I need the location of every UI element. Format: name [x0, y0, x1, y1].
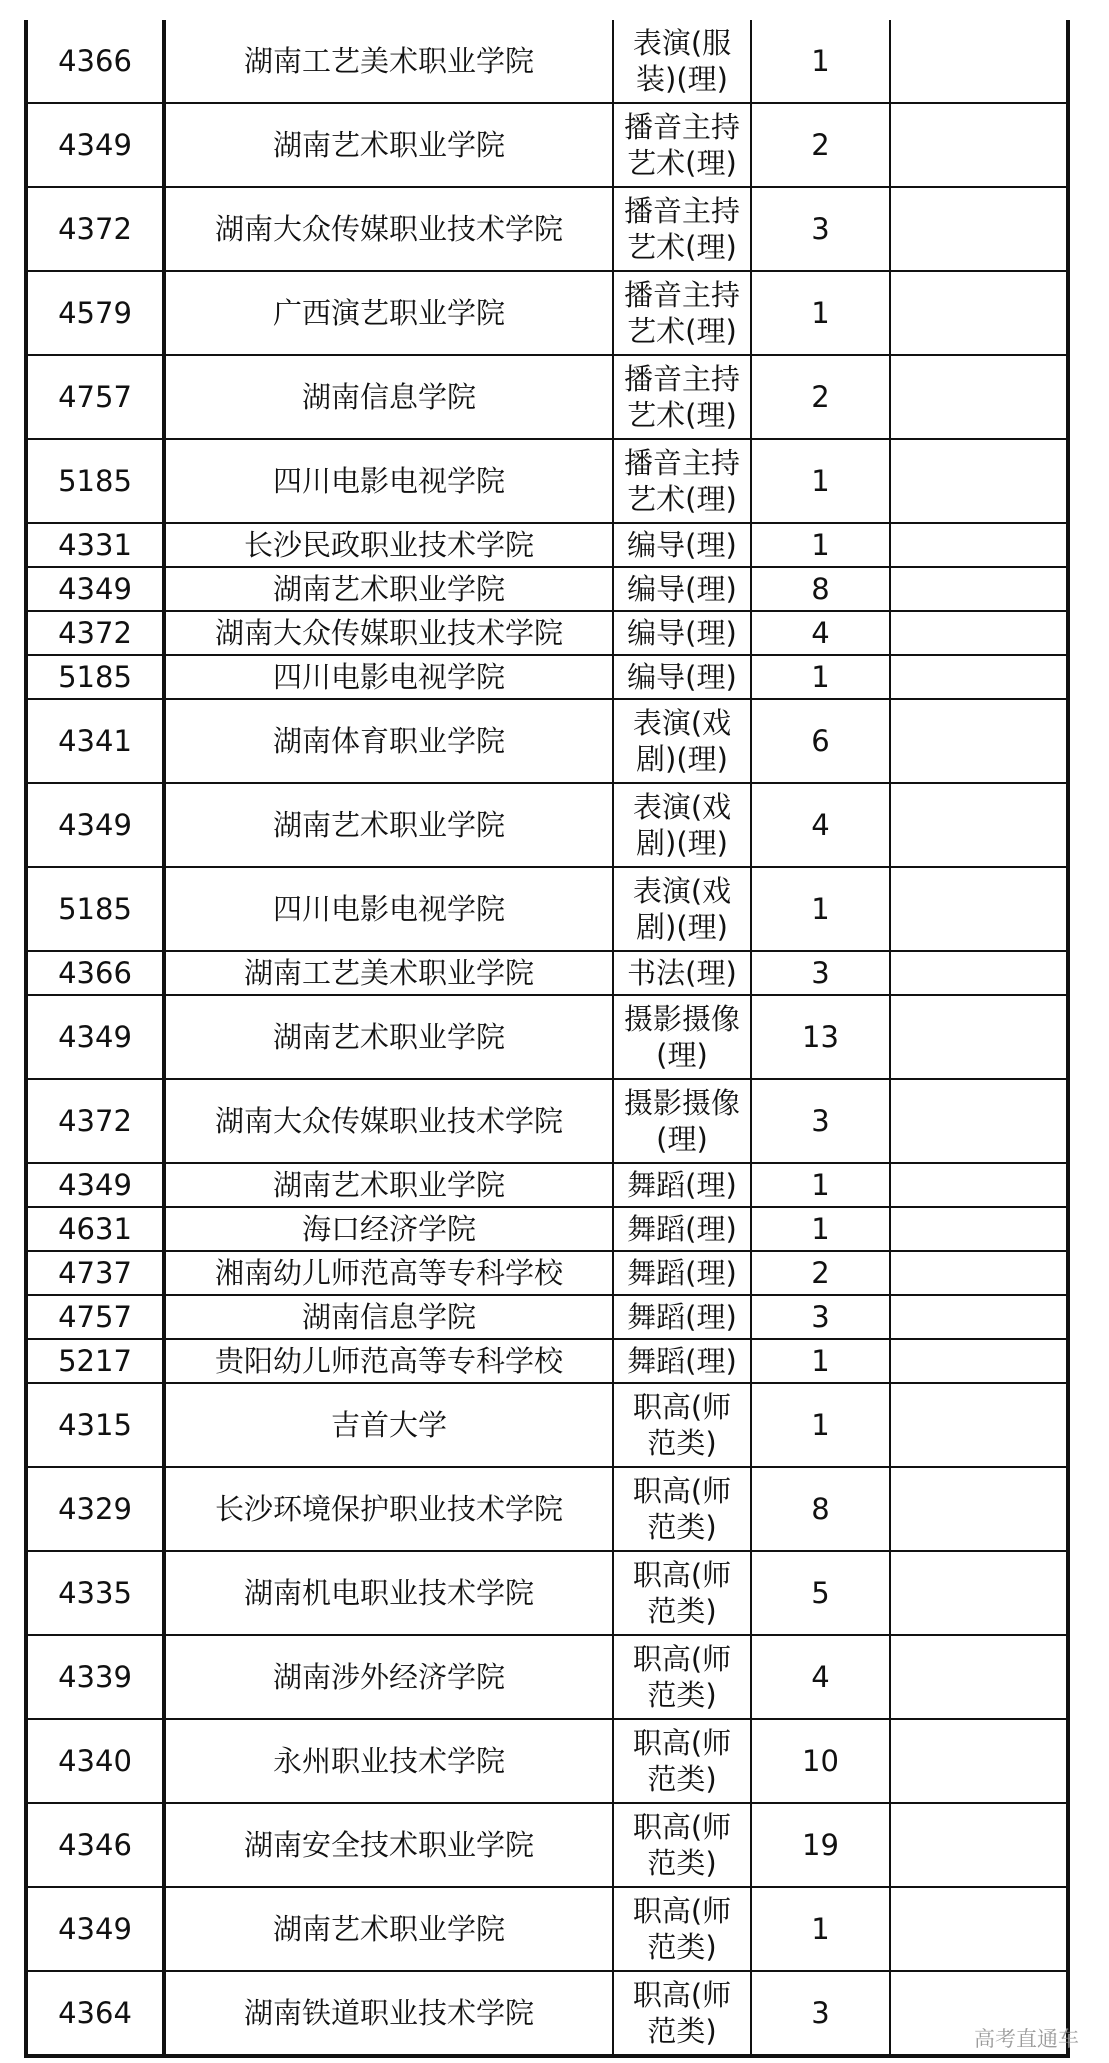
school-name-cell: 湖南铁道职业技术学院: [164, 1971, 613, 2056]
school-name-cell: 湖南安全技术职业学院: [164, 1803, 613, 1887]
school-name-cell: 广西演艺职业学院: [164, 271, 613, 355]
school-name-cell: 湘南幼儿师范高等专科学校: [164, 1251, 613, 1295]
school-code-cell: 4757: [26, 1295, 164, 1339]
remark-cell: [890, 1251, 1068, 1295]
major-cell: 播音主持 艺术(理): [613, 187, 751, 271]
table-row: [26, 611, 1068, 655]
school-code-cell: 4315: [26, 1383, 164, 1467]
school-code-cell: 4349: [26, 103, 164, 187]
remark-cell: [890, 655, 1068, 699]
plan-count-cell: 1: [751, 1383, 890, 1467]
major-cell: 编导(理): [613, 523, 751, 567]
school-name-cell: 长沙民政职业技术学院: [164, 523, 613, 567]
remark-cell: [890, 699, 1068, 783]
table-row: [26, 20, 1068, 103]
table-row: [26, 355, 1068, 439]
school-code-cell: 4349: [26, 995, 164, 1079]
remark-cell: [890, 1339, 1068, 1383]
school-code-cell: 4339: [26, 1635, 164, 1719]
remark-cell: [890, 1383, 1068, 1467]
plan-count-cell: 8: [751, 1467, 890, 1551]
plan-count-cell: 3: [751, 1971, 890, 2056]
school-code-cell: 4331: [26, 523, 164, 567]
major-cell: 职高(师 范类): [613, 1635, 751, 1719]
remark-cell: [890, 523, 1068, 567]
plan-count-cell: 6: [751, 699, 890, 783]
plan-count-cell: 10: [751, 1719, 890, 1803]
school-code-cell: 5185: [26, 439, 164, 523]
plan-count-cell: 1: [751, 271, 890, 355]
plan-count-cell: 3: [751, 187, 890, 271]
school-name-cell: 贵阳幼儿师范高等专科学校: [164, 1339, 613, 1383]
table-row: [26, 1971, 1068, 2056]
major-cell: 播音主持 艺术(理): [613, 355, 751, 439]
plan-count-cell: 1: [751, 439, 890, 523]
remark-cell: [890, 951, 1068, 995]
remark-cell: [890, 439, 1068, 523]
plan-count-cell: 1: [751, 523, 890, 567]
major-cell: 舞蹈(理): [613, 1207, 751, 1251]
school-name-cell: 湖南艺术职业学院: [164, 1887, 613, 1971]
school-code-cell: 4372: [26, 611, 164, 655]
table-row: [26, 1551, 1068, 1635]
school-code-cell: 5185: [26, 655, 164, 699]
school-code-cell: 4329: [26, 1467, 164, 1551]
school-code-cell: 4340: [26, 1719, 164, 1803]
school-code-cell: 4366: [26, 951, 164, 995]
major-cell: 表演(戏 剧)(理): [613, 783, 751, 867]
school-code-cell: 4349: [26, 567, 164, 611]
school-name-cell: 湖南涉外经济学院: [164, 1635, 613, 1719]
school-code-cell: 4372: [26, 1079, 164, 1163]
school-name-cell: 湖南信息学院: [164, 1295, 613, 1339]
remark-cell: [890, 1295, 1068, 1339]
school-code-cell: 4349: [26, 1163, 164, 1207]
remark-cell: [890, 1635, 1068, 1719]
remark-cell: [890, 995, 1068, 1079]
plan-count-cell: 4: [751, 783, 890, 867]
major-cell: 播音主持 艺术(理): [613, 271, 751, 355]
table-row: [26, 1295, 1068, 1339]
major-cell: 编导(理): [613, 567, 751, 611]
school-name-cell: 湖南艺术职业学院: [164, 995, 613, 1079]
major-cell: 职高(师 范类): [613, 1719, 751, 1803]
table-row: [26, 783, 1068, 867]
plan-count-cell: 1: [751, 20, 890, 103]
remark-cell: [890, 1719, 1068, 1803]
plan-count-cell: 1: [751, 1339, 890, 1383]
major-cell: 职高(师 范类): [613, 1467, 751, 1551]
plan-count-cell: 4: [751, 1635, 890, 1719]
major-cell: 编导(理): [613, 611, 751, 655]
major-cell: 职高(师 范类): [613, 1971, 751, 2056]
school-code-cell: 4335: [26, 1551, 164, 1635]
major-cell: 表演(戏 剧)(理): [613, 699, 751, 783]
school-name-cell: 湖南体育职业学院: [164, 699, 613, 783]
plan-count-cell: 2: [751, 1251, 890, 1295]
major-cell: 表演(服 装)(理): [613, 20, 751, 103]
major-cell: 职高(师 范类): [613, 1383, 751, 1467]
school-name-cell: 湖南艺术职业学院: [164, 567, 613, 611]
major-cell: 舞蹈(理): [613, 1295, 751, 1339]
table-row: [26, 1079, 1068, 1163]
table-row: [26, 655, 1068, 699]
school-name-cell: 湖南工艺美术职业学院: [164, 951, 613, 995]
school-name-cell: 四川电影电视学院: [164, 439, 613, 523]
school-name-cell: 四川电影电视学院: [164, 655, 613, 699]
plan-count-cell: 5: [751, 1551, 890, 1635]
remark-cell: [890, 20, 1068, 103]
school-code-cell: 4737: [26, 1251, 164, 1295]
table-row: [26, 867, 1068, 951]
table-row: [26, 1339, 1068, 1383]
remark-cell: [890, 103, 1068, 187]
school-code-cell: 5185: [26, 867, 164, 951]
plan-count-cell: 3: [751, 1295, 890, 1339]
major-cell: 职高(师 范类): [613, 1887, 751, 1971]
remark-cell: [890, 611, 1068, 655]
school-code-cell: 4364: [26, 1971, 164, 2056]
table-row: [26, 1207, 1068, 1251]
major-cell: 职高(师 范类): [613, 1551, 751, 1635]
table-row: [26, 995, 1068, 1079]
plan-count-cell: 19: [751, 1803, 890, 1887]
table-row: [26, 1251, 1068, 1295]
remark-cell: [890, 1887, 1068, 1971]
school-code-cell: 4349: [26, 783, 164, 867]
major-cell: 编导(理): [613, 655, 751, 699]
school-name-cell: 长沙环境保护职业技术学院: [164, 1467, 613, 1551]
admission-plan-table: [24, 20, 1070, 2058]
major-cell: 舞蹈(理): [613, 1339, 751, 1383]
school-code-cell: 4349: [26, 1887, 164, 1971]
school-name-cell: 湖南大众传媒职业技术学院: [164, 611, 613, 655]
major-cell: 舞蹈(理): [613, 1163, 751, 1207]
table-body: [26, 20, 1068, 2056]
plan-count-cell: 1: [751, 1163, 890, 1207]
remark-cell: [890, 1207, 1068, 1251]
school-code-cell: 4366: [26, 20, 164, 103]
plan-count-cell: 1: [751, 1887, 890, 1971]
school-name-cell: 湖南艺术职业学院: [164, 1163, 613, 1207]
remark-cell: [890, 1467, 1068, 1551]
major-cell: 舞蹈(理): [613, 1251, 751, 1295]
remark-cell: [890, 1079, 1068, 1163]
table-row: [26, 271, 1068, 355]
major-cell: 书法(理): [613, 951, 751, 995]
plan-count-cell: 1: [751, 867, 890, 951]
school-code-cell: 4346: [26, 1803, 164, 1887]
plan-count-cell: 8: [751, 567, 890, 611]
plan-count-cell: 1: [751, 1207, 890, 1251]
school-name-cell: 湖南机电职业技术学院: [164, 1551, 613, 1635]
table-row: [26, 1887, 1068, 1971]
table-row: [26, 523, 1068, 567]
school-code-cell: 5217: [26, 1339, 164, 1383]
major-cell: 表演(戏 剧)(理): [613, 867, 751, 951]
remark-cell: [890, 187, 1068, 271]
major-cell: 职高(师 范类): [613, 1803, 751, 1887]
major-cell: 播音主持 艺术(理): [613, 439, 751, 523]
remark-cell: [890, 1803, 1068, 1887]
table-row: [26, 103, 1068, 187]
table-row: [26, 567, 1068, 611]
major-cell: 播音主持 艺术(理): [613, 103, 751, 187]
major-cell: 摄影摄像 (理): [613, 995, 751, 1079]
school-name-cell: 湖南艺术职业学院: [164, 783, 613, 867]
table-row: [26, 439, 1068, 523]
school-name-cell: 湖南工艺美术职业学院: [164, 20, 613, 103]
table-row: [26, 1467, 1068, 1551]
plan-count-cell: 1: [751, 655, 890, 699]
table-row: [26, 1719, 1068, 1803]
school-name-cell: 湖南信息学院: [164, 355, 613, 439]
remark-cell: [890, 1551, 1068, 1635]
school-code-cell: 4631: [26, 1207, 164, 1251]
plan-count-cell: 13: [751, 995, 890, 1079]
school-code-cell: 4757: [26, 355, 164, 439]
table-row: [26, 699, 1068, 783]
major-cell: 摄影摄像 (理): [613, 1079, 751, 1163]
remark-cell: [890, 783, 1068, 867]
school-name-cell: 四川电影电视学院: [164, 867, 613, 951]
remark-cell: [890, 355, 1068, 439]
school-code-cell: 4341: [26, 699, 164, 783]
remark-cell: [890, 1163, 1068, 1207]
table-row: [26, 1803, 1068, 1887]
table-row: [26, 187, 1068, 271]
school-code-cell: 4579: [26, 271, 164, 355]
remark-cell: [890, 271, 1068, 355]
table-row: [26, 1383, 1068, 1467]
plan-count-cell: 3: [751, 1079, 890, 1163]
school-code-cell: 4372: [26, 187, 164, 271]
school-name-cell: 湖南大众传媒职业技术学院: [164, 187, 613, 271]
school-name-cell: 吉首大学: [164, 1383, 613, 1467]
school-name-cell: 湖南艺术职业学院: [164, 103, 613, 187]
watermark-text: 高考直通车: [974, 2027, 1079, 2051]
table-row: [26, 1635, 1068, 1719]
plan-count-cell: 3: [751, 951, 890, 995]
school-name-cell: 永州职业技术学院: [164, 1719, 613, 1803]
plan-count-cell: 2: [751, 103, 890, 187]
plan-count-cell: 2: [751, 355, 890, 439]
remark-cell: [890, 867, 1068, 951]
school-name-cell: 海口经济学院: [164, 1207, 613, 1251]
table-row: [26, 951, 1068, 995]
school-name-cell: 湖南大众传媒职业技术学院: [164, 1079, 613, 1163]
remark-cell: [890, 567, 1068, 611]
plan-count-cell: 4: [751, 611, 890, 655]
table-row: [26, 1163, 1068, 1207]
